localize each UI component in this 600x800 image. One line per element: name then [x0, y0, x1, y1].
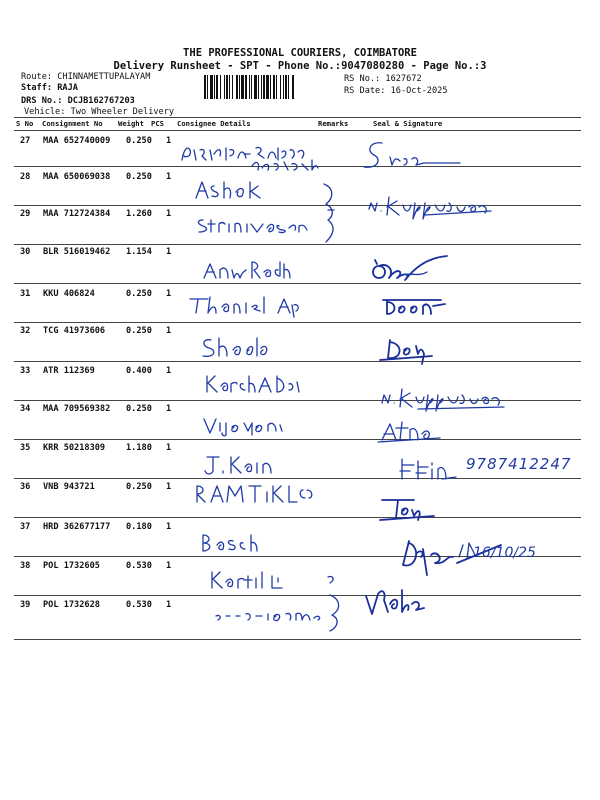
- handwritten-consignee-31: [188, 293, 303, 319]
- signature-35: [398, 455, 458, 483]
- row-sno: 38: [20, 561, 31, 571]
- barcode-bar: [245, 75, 247, 99]
- handwritten-consignee-38: [208, 568, 303, 590]
- row-sno: 36: [20, 482, 31, 492]
- vehicle-line: [24, 107, 174, 118]
- row-rule: [14, 322, 581, 323]
- rs-no-label: RS No.:: [344, 74, 381, 84]
- vehicle-label: Vehicle:: [24, 107, 66, 117]
- row-pcs: 1: [166, 561, 172, 571]
- row-rule: [14, 639, 581, 640]
- barcode-bar: [214, 75, 215, 99]
- signature-34: [378, 385, 508, 415]
- handwritten-consignee-34: [202, 413, 287, 437]
- barcode-bar: [261, 75, 262, 99]
- drs-value: DCJB162767203: [67, 96, 135, 106]
- row-pcs: 1: [166, 404, 172, 414]
- remarks-bracket-mark: [318, 180, 344, 248]
- row-consignment-no: MAA 709569382: [43, 404, 111, 414]
- barcode-bar: [251, 75, 252, 99]
- rs-no-value: 1627672: [385, 74, 422, 84]
- handwritten-consignee-36: [193, 482, 328, 504]
- row-rule: [14, 439, 581, 440]
- row-pcs: 1: [166, 326, 172, 336]
- runsheet-subtitle: Delivery Runsheet - SPT - Phone No.:9047080280 - Page No.:3: [113, 60, 487, 72]
- row-rule: [14, 517, 581, 518]
- row-consignment-no: HRD 362677177: [43, 522, 111, 532]
- row-pcs: 1: [166, 136, 172, 146]
- row-consignment-no: POL 1732605: [43, 561, 100, 571]
- route-line: [21, 72, 150, 83]
- row-consignment-no: VNB 943721: [43, 482, 95, 492]
- route-label: Route:: [21, 72, 53, 82]
- row-rule: [14, 361, 581, 362]
- barcode-bar: [292, 75, 294, 99]
- row-sno: 33: [20, 366, 31, 376]
- header-sno: S No: [16, 119, 34, 128]
- header-weight: Weight: [118, 119, 144, 128]
- row-sno: 30: [20, 247, 31, 257]
- row-consignment-no: BLR 516019462: [43, 247, 111, 257]
- barcode-bar: [236, 75, 238, 99]
- barcode-bar: [216, 75, 218, 99]
- row-pcs: 1: [166, 522, 172, 532]
- row-pcs: 1: [166, 482, 172, 492]
- row-sno: 35: [20, 443, 31, 453]
- staff-label: Staff:: [21, 83, 53, 93]
- barcode-bar: [241, 75, 244, 99]
- row-sno: 31: [20, 289, 31, 299]
- row-weight: 0.530: [126, 561, 152, 571]
- drs-line: [21, 96, 135, 107]
- rs-date-value: 16-Oct-2025: [390, 86, 448, 96]
- barcode-bar: [273, 75, 275, 99]
- table-top-rule: [14, 117, 581, 118]
- header-bottom-rule: [14, 130, 581, 131]
- signature-28-29: [365, 193, 495, 223]
- row-sno: 32: [20, 326, 31, 336]
- barcode-bar: [210, 75, 213, 99]
- row-sno: 28: [20, 172, 31, 182]
- barcode-bar: [270, 75, 271, 99]
- signature-34b: [376, 418, 446, 444]
- row-rule: [14, 595, 581, 596]
- handwritten-consignee-35: [203, 453, 278, 479]
- signature-36: [378, 492, 438, 526]
- row-pcs: 1: [166, 289, 172, 299]
- barcode-bar: [232, 75, 233, 99]
- rs-no-line: [344, 74, 422, 85]
- row-weight: 0.250: [126, 404, 152, 414]
- header-remarks: Remarks: [318, 119, 349, 128]
- barcode-bar: [239, 75, 240, 99]
- barcode-bar: [204, 75, 206, 99]
- barcode-bar: [226, 75, 228, 99]
- row-weight: 1.180: [126, 443, 152, 453]
- drs-label: DRS No.:: [21, 96, 63, 106]
- row-pcs: 1: [166, 366, 172, 376]
- rs-date-line: [344, 86, 448, 97]
- signature-31: [381, 294, 451, 320]
- barcode-bar: [254, 75, 257, 99]
- row-consignment-no: MAA 650069038: [43, 172, 111, 182]
- row-consignment-no: MAA 652740009: [43, 136, 111, 146]
- handwritten-consignee-37: [199, 531, 269, 555]
- row-pcs: 1: [166, 209, 172, 219]
- header-consignee: Consignee Details: [177, 119, 251, 128]
- header-consignment: Consignment No: [42, 119, 103, 128]
- barcode-bar: [224, 75, 225, 99]
- row-pcs: 1: [166, 443, 172, 453]
- row-weight: 0.180: [126, 522, 152, 532]
- row-weight: 0.400: [126, 366, 152, 376]
- barcode-bar: [280, 75, 281, 99]
- header-seal: Seal & Signature: [373, 119, 443, 128]
- row-rule: [14, 244, 581, 245]
- handwritten-date: 16/10/25: [473, 545, 536, 561]
- signature-27: [360, 137, 470, 177]
- remarks-bracket-mark-2: [320, 573, 350, 633]
- row-weight: 1.260: [126, 209, 152, 219]
- company-title: THE PROFESSIONAL COURIERS, COIMBATORE: [183, 47, 417, 59]
- barcode-bar: [220, 75, 221, 99]
- signature-32: [376, 334, 436, 366]
- row-consignment-no: TCG 41973606: [43, 326, 106, 336]
- handwritten-phone: 9787412247: [466, 455, 572, 473]
- handwritten-consignee-39: [212, 602, 332, 624]
- row-weight: 0.250: [126, 289, 152, 299]
- route-value: CHINNAMETTUPALAYAM: [57, 72, 151, 82]
- row-weight: 0.250: [126, 326, 152, 336]
- handwritten-consignee-30: [200, 258, 295, 282]
- header-pcs: PCS: [151, 119, 164, 128]
- barcode-bar: [288, 75, 289, 99]
- handwritten-consignee-33: [203, 372, 303, 394]
- row-rule: [14, 283, 581, 284]
- row-weight: 0.530: [126, 600, 152, 610]
- barcode-bar: [285, 75, 287, 99]
- barcode-bar: [283, 75, 284, 99]
- row-consignment-no: POL 1732628: [43, 600, 100, 610]
- row-consignment-no: MAA 712724384: [43, 209, 111, 219]
- staff-value: RAJA: [57, 83, 78, 93]
- row-pcs: 1: [166, 600, 172, 610]
- row-weight: 1.154: [126, 247, 152, 257]
- barcode-bar: [207, 75, 208, 99]
- signature-39: [362, 582, 432, 622]
- row-pcs: 1: [166, 172, 172, 182]
- row-rule: [14, 478, 581, 479]
- rs-date-label: RS Date:: [344, 86, 386, 96]
- barcode-bar: [258, 75, 259, 99]
- row-consignment-no: KKU 406824: [43, 289, 95, 299]
- row-weight: 0.250: [126, 172, 152, 182]
- row-weight: 0.250: [126, 482, 152, 492]
- barcode-bar: [266, 75, 269, 99]
- row-sno: 37: [20, 522, 31, 532]
- barcode-bar: [249, 75, 250, 99]
- row-pcs: 1: [166, 247, 172, 257]
- row-consignment-no: ATR 112369: [43, 366, 95, 376]
- signature-30: [367, 250, 457, 288]
- barcode: [203, 75, 339, 99]
- row-consignment-no: KRR 50218309: [43, 443, 106, 453]
- row-weight: 0.250: [126, 136, 152, 146]
- row-rule: [14, 205, 581, 206]
- vehicle-value: Two Wheeler Delivery: [70, 107, 175, 117]
- row-sno: 39: [20, 600, 31, 610]
- barcode-bar: [229, 75, 230, 99]
- row-sno: 34: [20, 404, 31, 414]
- handwritten-consignee-27: [178, 140, 338, 174]
- handwritten-consignee-32: [199, 334, 269, 362]
- barcode-bar: [276, 75, 277, 99]
- row-sno: 29: [20, 209, 31, 219]
- handwritten-consignee-29: [195, 214, 310, 238]
- row-sno: 27: [20, 136, 31, 146]
- staff-line: [21, 83, 78, 94]
- handwritten-consignee-28: [192, 178, 272, 202]
- barcode-bar: [263, 75, 265, 99]
